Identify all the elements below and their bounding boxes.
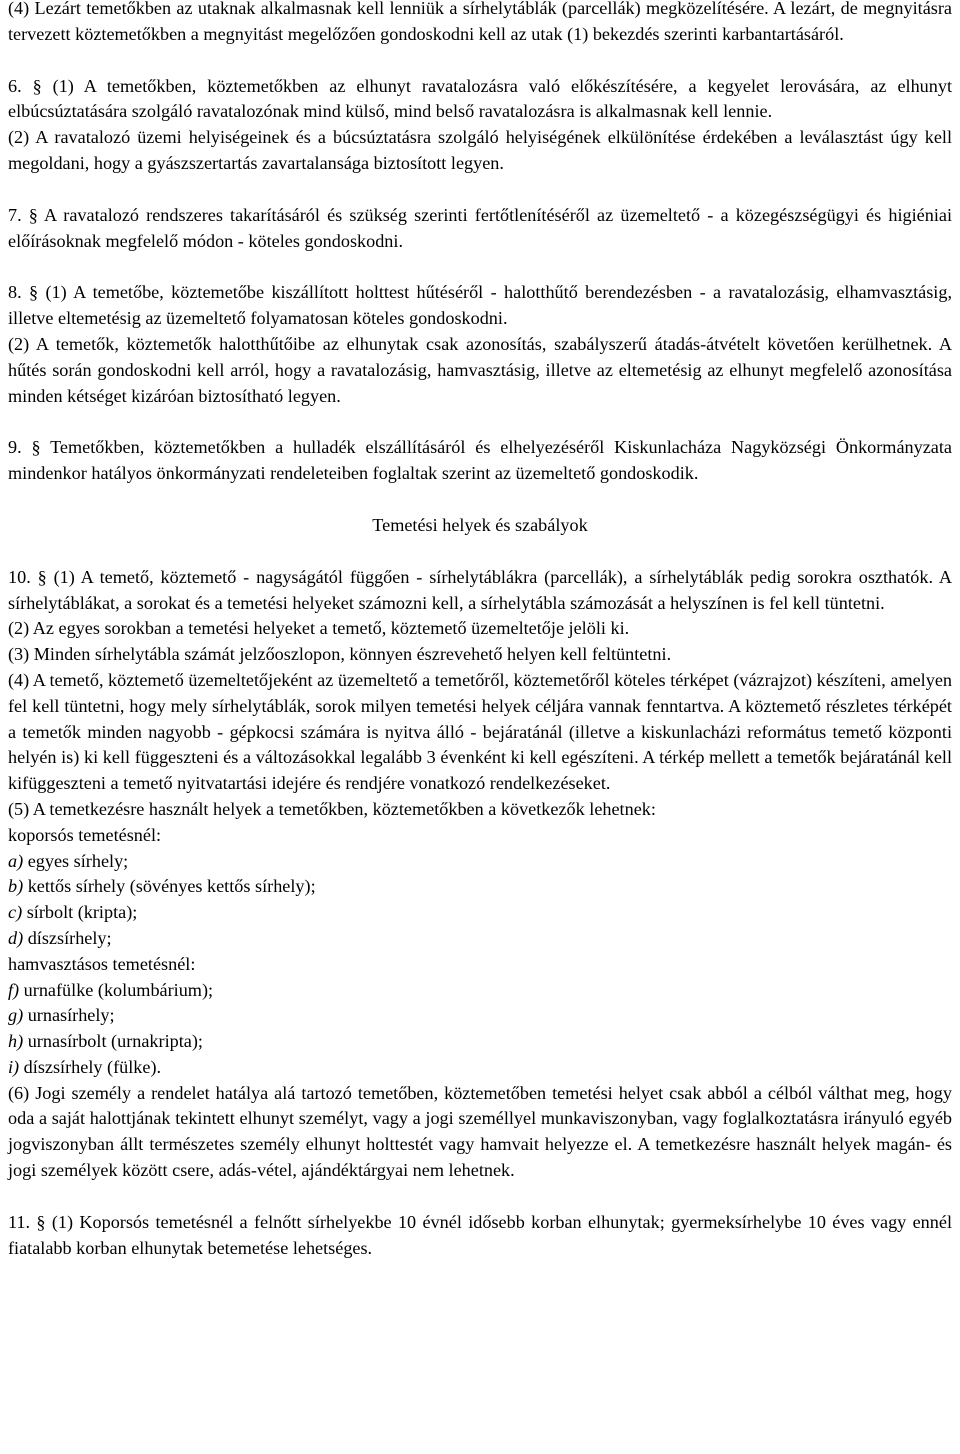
list-item-text: sírbolt (kripta); xyxy=(22,902,138,923)
section-6 xyxy=(8,74,952,177)
paragraph: (4) A temető, köztemető üzemeltetőjeként az üzemeltető a temetőről, köztemetőről köteles térképet (vázrajzot) készíteni, amelyen fel kell tüntetni, hogy mely sírhelytáblák, sorok milyen temetési helyek céljára vannak fenntartva. A köztemető részletes térképét a temetők minden nagyobb - gépkocsi számára is nyitva álló - bejáratánál (illetve a kiskunlacházi református temető központi helyén is) ki kell függeszteni és a változásokkal legalább 3 évenként ki kell egészíteni. A térkép mellett a temetők bejáratánál kell kifüggeszteni a temető nyitvatartási idejére és rendjére vonatkozó rendelkezéseket. xyxy=(8,669,952,794)
spacer xyxy=(8,409,952,435)
paragraph: (2) Az egyes sorokban a temetési helyeket a temető, köztemető üzemeltetője jelöli ki. xyxy=(8,618,630,639)
section-10 xyxy=(8,565,952,1184)
spacer xyxy=(8,48,952,74)
paragraph: (6) Jogi személy a rendelet hatálya alá tartozó temetőben, köztemetőben temetési helyet csak abból a célból válthat meg, hogy oda a saját halottjának tekintett elhunyt személyt, vagy a jogi személlyel munkaviszonyban, vagy foglalkoztatásra irányuló egyéb jogviszonyban állt természetes személy elhunyt holttestét vagy hamvait helyezze el. A temetkezésre használt helyek magán- és jogi személyek között csere, adás-vétel, ajándéktárgyai nem lehetnek. xyxy=(8,1082,952,1181)
paragraph: (5) A temetkezésre használt helyek a temetőkben, köztemetőkben a következők lehetnek: xyxy=(8,798,656,819)
spacer xyxy=(8,487,952,513)
list-item-text: díszsírhely (fülke). xyxy=(19,1056,162,1077)
paragraph: (4) Lezárt temetőkben az utaknak alkalmasnak kell lenniük a sírhelytáblák (parcellák) megközelítésére. A lezárt, de megnyitásra tervezett köztemetőkben a megnyitást megelőzően gondoskodni kell az utak (1) bekezdés szerinti karbantartásáról. xyxy=(8,0,952,44)
list-item-letter: a) xyxy=(8,850,24,871)
list-item-letter: c) xyxy=(8,902,23,923)
paragraph: 8. § (1) A temetőbe, köztemetőbe kiszállított holttest hűtéséről - halotthűtő berendezésben - a ravatalozásig, elhamvasztásig, illetve eltemetésig az üzemeltető folyamatosan köteles gondoskodni. xyxy=(8,282,952,329)
spacer xyxy=(8,539,952,565)
list-item xyxy=(8,849,952,875)
list-item xyxy=(8,1029,952,1055)
burial-place-list xyxy=(8,823,952,1081)
list-item xyxy=(8,874,952,900)
spacer xyxy=(8,177,952,203)
list-item-letter: i) xyxy=(8,1056,20,1077)
list-item-letter: h) xyxy=(8,1031,24,1052)
list-item-text: urnasírbolt (urnakripta); xyxy=(23,1031,203,1052)
list-heading: hamvasztásos temetésnél: xyxy=(8,953,196,974)
paragraph: 7. § A ravatalozó rendszeres takarításáról és szükség szerinti fertőtlenítéséről az üzemeltető - a közegészségügyi és higiéniai előírásoknak megfelelő módon - köteles gondoskodni. xyxy=(8,204,952,251)
paragraph: 11. § (1) Koporsós temetésnél a felnőtt sírhelyekbe 10 évnél idősebb korban elhunytak; gyermeksírhelybe 10 éves vagy ennél fiatalabb korban elhunytak betemetése lehetséges. xyxy=(8,1211,952,1258)
list-heading: koporsós temetésnél: xyxy=(8,824,162,845)
section-heading: Temetési helyek és szabályok xyxy=(372,514,588,535)
list-item-text: kettős sírhely (sövényes kettős sírhely); xyxy=(23,876,316,897)
list-item xyxy=(8,978,952,1004)
paragraph: 9. § Temetőkben, köztemetőkben a hulladék elszállításáról és elhelyezéséről Kiskunlacháza Nagyközségi Önkormányzata mindenkor hatályos önkormányzati rendeleteiben foglaltak szerint az üzemeltető gondoskodik. xyxy=(8,437,952,484)
paragraph: (2) A ravatalozó üzemi helyiségeinek és a búcsúztatásra szolgáló helyiségének elkülönítése érdekében a leválasztást úgy kell megoldani, hogy a gyászszertartás zavartalansága biztosított legyen. xyxy=(8,127,952,173)
list-item-text: díszsírhely; xyxy=(23,927,112,948)
section-5-continued xyxy=(8,0,952,48)
list-item xyxy=(8,1055,952,1081)
paragraph: 6. § (1) A temetőkben, köztemetőkben az elhunyt ravatalozásra való előkészítésére, a kegyelet lerovására, az elhunyt elbúcsúztatására szolgáló ravatalozónak mind külső, mind belső ravatalozásra is alkalmasnak kell lennie. xyxy=(8,75,952,122)
list-item xyxy=(8,1003,952,1029)
section-7 xyxy=(8,203,952,255)
list-item-letter: f) xyxy=(8,979,20,1000)
spacer xyxy=(8,1184,952,1210)
list-item xyxy=(8,926,952,952)
section-9 xyxy=(8,435,952,487)
list-item-letter: b) xyxy=(8,876,24,897)
list-item-text: egyes sírhely; xyxy=(23,850,129,871)
paragraph: (2) A temetők, köztemetők halotthűtőibe az elhunytak csak azonosítás, szabályszerű átadás-átvételt követően kerülhetnek. A hűtés során gondoskodni kell arról, hogy a ravatalozásig, hamvasztásig, illetve az eltemetésig az elhunyt megfelelő azonosítása minden kétséget kizáróan biztosítható legyen. xyxy=(8,333,952,406)
list-item-text: urnasírhely; xyxy=(23,1005,115,1026)
list-item-letter: d) xyxy=(8,927,24,948)
list-item-letter: g) xyxy=(8,1005,24,1026)
section-11 xyxy=(8,1210,952,1262)
paragraph: (3) Minden sírhelytábla számát jelzőoszlopon, könnyen észrevehető helyen kell feltüntetni. xyxy=(8,644,672,665)
section-8 xyxy=(8,280,952,409)
list-item-text: urnafülke (kolumbárium); xyxy=(19,979,214,1000)
spacer xyxy=(8,254,952,280)
list-item xyxy=(8,900,952,926)
paragraph: 10. § (1) A temető, köztemető - nagyságától függően - sírhelytáblákra (parcellák), a sírhelytáblák pedig sorokra oszthatók. A sírhelytáblákat, a sorokat és a temetési helyeket számozni kell, a sírhelytábla számozását a helyszínen is fel kell tüntetni. xyxy=(8,566,952,613)
